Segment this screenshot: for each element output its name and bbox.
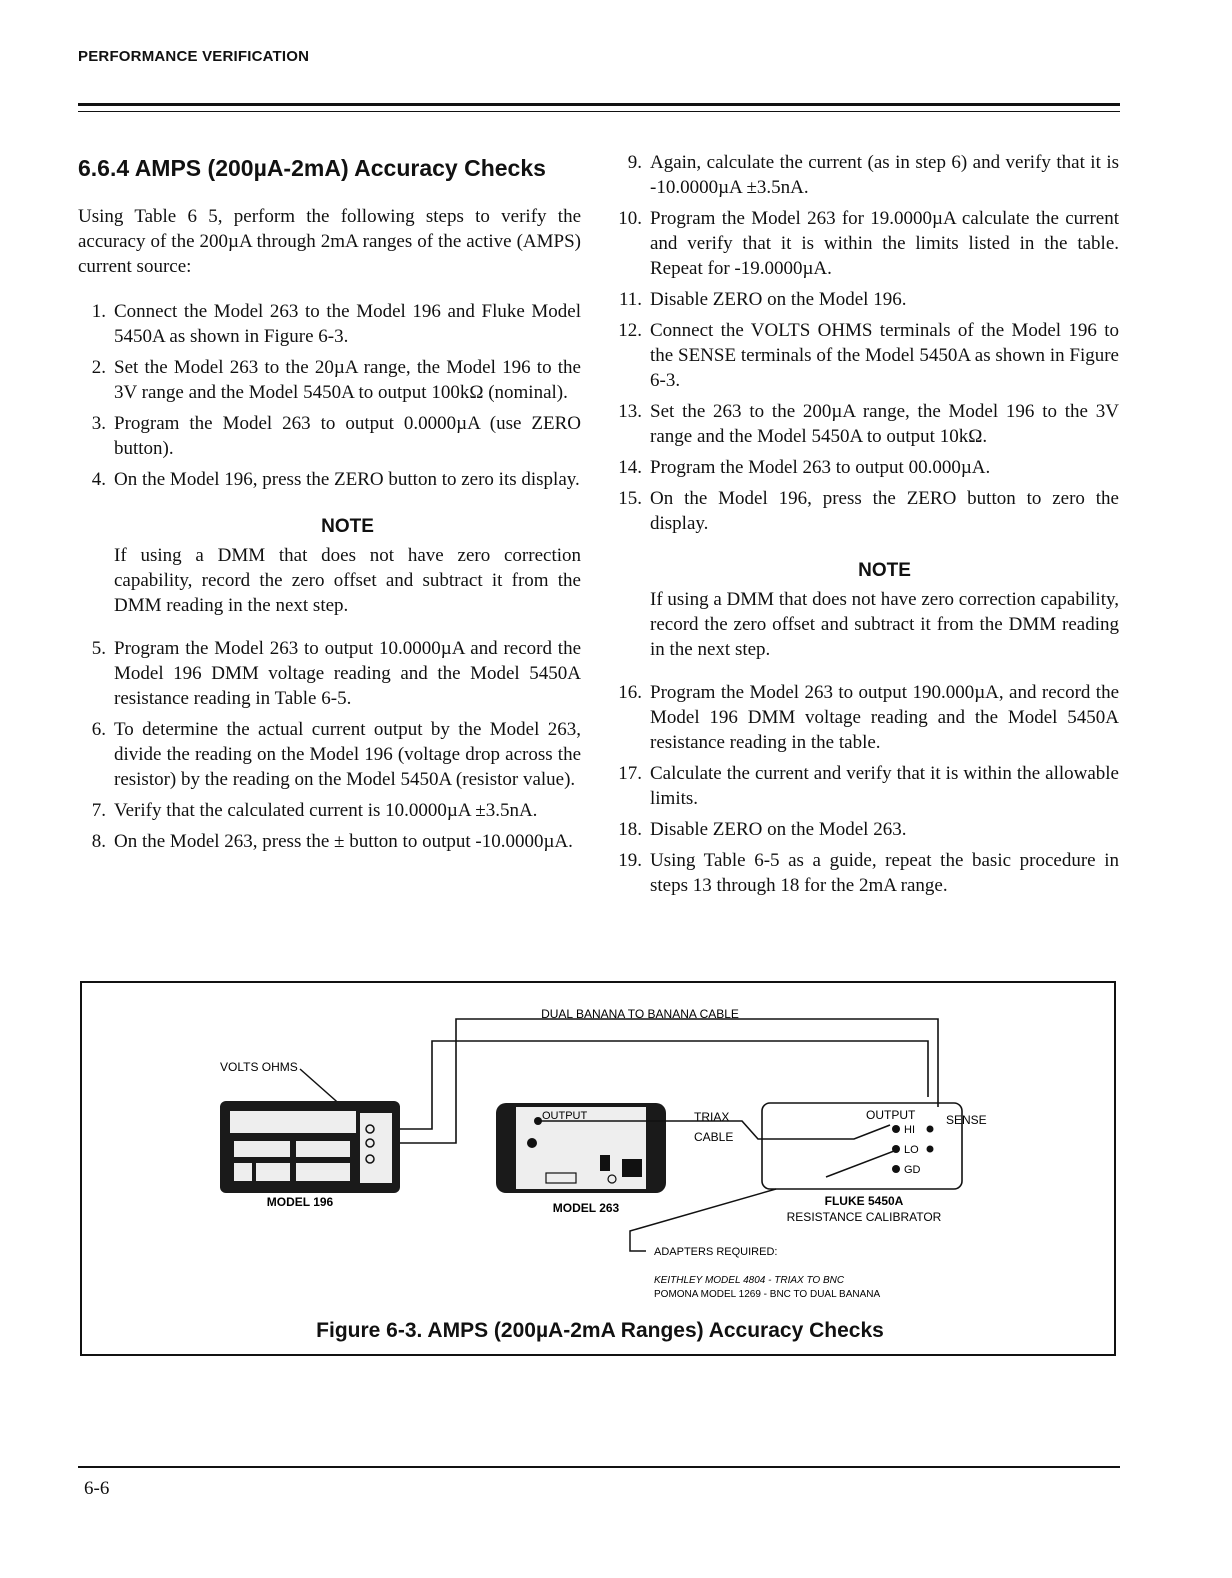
fluke-description: RESISTANCE CALIBRATOR [786,1210,942,1224]
fluke-hi-terminal [892,1125,900,1133]
right-column [614,150,1119,904]
header-rule-thin [78,111,1120,112]
step-number: 5. [91,638,106,659]
fluke-lo-label: LO [904,1144,919,1156]
model-196-key [296,1141,350,1157]
step-item [614,455,1119,480]
fluke-hi-label: HI [904,1124,915,1136]
step-text: Disable ZERO on the Model 263. [650,819,907,840]
adapter-item: KEITHLEY MODEL 4804 - TRIAX TO BNC [654,1275,845,1286]
sense-label: SENSE [946,1113,987,1127]
step-item [614,680,1119,755]
model-263-label: MODEL 263 [552,1201,620,1215]
fluke-name: FLUKE 5450A [824,1194,904,1208]
fluke-gd-terminal [892,1165,900,1173]
step-text: Verify that the calculated current is 10.0000µA ±3.5nA. [114,800,538,821]
model-196-instrument [220,1101,400,1193]
step-text: On the Model 263, press the ± button to output -10.0000µA. [114,831,573,852]
note-heading: NOTE [858,560,911,581]
step-text: Disable ZERO on the Model 196. [650,289,907,310]
step-number: 13. [618,401,642,422]
step-item [78,355,581,405]
step-number: 16. [618,682,642,703]
footer-rule [78,1466,1120,1468]
step-item [78,636,581,711]
step-number: 11. [618,289,642,310]
steps-list-right-a [614,150,1119,536]
step-item [614,399,1119,449]
triax-cable-label: CABLE [694,1130,734,1144]
step-item [78,717,581,792]
figure-6-3 [80,981,1116,1356]
step-item [78,467,581,492]
model-196-key [234,1163,252,1181]
adapter-pointer [630,1189,776,1251]
model-196-terminal-panel [360,1113,392,1183]
note-heading: NOTE [321,516,374,537]
fluke-output-label: OUTPUT [866,1108,916,1122]
step-number: 8. [91,831,106,852]
step-text: Program the Model 263 to output 00.000µA. [650,457,991,478]
step-number: 3. [91,413,106,434]
note-left [114,514,581,618]
header-rule-thick [78,103,1120,106]
fluke-sense-terminal [927,1146,934,1153]
step-number: 12. [618,320,642,341]
step-text: To determine the actual current output by the Model 263, divide the reading on the Model 196 (voltage drop across the resistor) by the reading on the Model 5450A (resistor value). [114,719,581,790]
model-196-key [234,1141,290,1157]
step-item [614,150,1119,200]
fluke-5450a-body [762,1103,962,1189]
step-number: 10. [618,208,642,229]
step-text: Program the Model 263 to output 10.0000µA and record the Model 196 DMM voltage reading and the Model 5450A resistance reading in Table 6-5. [114,638,581,709]
step-item [614,817,1119,842]
step-number: 18. [618,819,642,840]
step-text: Program the Model 263 for 19.0000µA calculate the current and verify that it is within the limits listed in the table. Repeat for -19.0000µA. [650,208,1119,279]
left-column [78,150,581,860]
model-196-key [296,1163,350,1181]
step-text: Set the Model 263 to the 20µA range, the Model 196 to the 3V range and the Model 5450A to output 100kΩ (nominal). [114,357,581,403]
step-item [614,287,1119,312]
fluke-gd-label: GD [904,1164,921,1176]
step-number: 19. [618,850,642,871]
step-item [78,798,581,823]
fluke-sense-terminal [927,1126,934,1133]
step-item [78,829,581,854]
model-263-indicator [600,1155,610,1171]
page-number: 6-6 [84,1478,110,1499]
note-right [650,558,1119,662]
step-number: 6. [91,719,106,740]
step-number: 15. [618,488,642,509]
steps-list-left-a [78,299,581,492]
adapter-pointer-upper [826,1151,894,1177]
note-text: If using a DMM that does not have zero correction capability, record the zero offset and subtract it from the DMM reading in the next step. [650,589,1119,660]
model-196-label: MODEL 196 [266,1195,334,1209]
adapters-heading: ADAPTERS REQUIRED: [654,1246,778,1258]
step-number: 9. [627,152,642,173]
section-intro: Using Table 6 5, perform the following steps to verify the accuracy of the 200µA through 2mA ranges of the active (AMPS) current source: [78,206,581,277]
step-text: On the Model 196, press the ZERO button to zero the display. [650,488,1119,534]
step-text: Connect the Model 263 to the Model 196 and Fluke Model 5450A as shown in Figure 6-3. [114,301,581,347]
step-item [614,486,1119,536]
steps-list-left-b [78,636,581,854]
step-number: 2. [91,357,106,378]
step-text: Using Table 6-5 as a guide, repeat the basic procedure in steps 13 through 18 for the 2mA range. [650,850,1119,896]
section-title: 6.6.4 AMPS (200µA-2mA) Accuracy Checks [78,155,546,181]
cable-label: DUAL BANANA TO BANANA CABLE [541,1007,739,1021]
note-text: If using a DMM that does not have zero correction capability, record the zero offset and subtract it from the DMM reading in the next step. [114,545,581,616]
step-text: On the Model 196, press the ZERO button to zero its display. [114,469,580,490]
steps-list-right-b [614,680,1119,898]
step-text: Calculate the current and verify that it is within the allowable limits. [650,763,1119,809]
step-item [614,761,1119,811]
model-263-indicator [622,1159,642,1177]
step-number: 4. [91,469,106,490]
step-number: 7. [91,800,106,821]
step-text: Again, calculate the current (as in step 6) and verify that it is -10.0000µA ±3.5nA. [650,152,1119,198]
model-196-display [230,1111,356,1133]
step-item [78,299,581,349]
step-number: 17. [618,763,642,784]
adapter-item: POMONA MODEL 1269 - BNC TO DUAL BANANA [654,1289,881,1300]
step-item [614,318,1119,393]
figure-caption: Figure 6-3. AMPS (200µA-2mA Ranges) Accuracy Checks [316,1319,884,1342]
connection-diagram [82,983,1114,1313]
step-text: Program the Model 263 to output 190.000µA, and record the Model 196 DMM voltage reading and the Model 5450A resistance reading in the table. [650,682,1119,753]
model-263-connector [527,1138,537,1148]
step-item [78,411,581,461]
step-text: Program the Model 263 to output 0.0000µA (use ZERO button). [114,413,581,459]
step-text: Connect the VOLTS OHMS terminals of the Model 196 to the SENSE terminals of the Model 5450A as shown in Figure 6-3. [650,320,1119,391]
triax-label: TRIAX [694,1110,730,1124]
model-196-key [256,1163,290,1181]
step-text: Set the 263 to the 200µA range, the Model 196 to the 3V range and the Model 5450A to output 10kΩ. [650,401,1119,447]
step-number: 1. [91,301,106,322]
step-item [614,206,1119,281]
volts-ohms-label: VOLTS OHMS [220,1060,298,1074]
running-header: PERFORMANCE VERIFICATION [78,48,310,65]
step-item [614,848,1119,898]
step-number: 14. [618,457,642,478]
model-263-output-label: OUTPUT [542,1110,588,1122]
